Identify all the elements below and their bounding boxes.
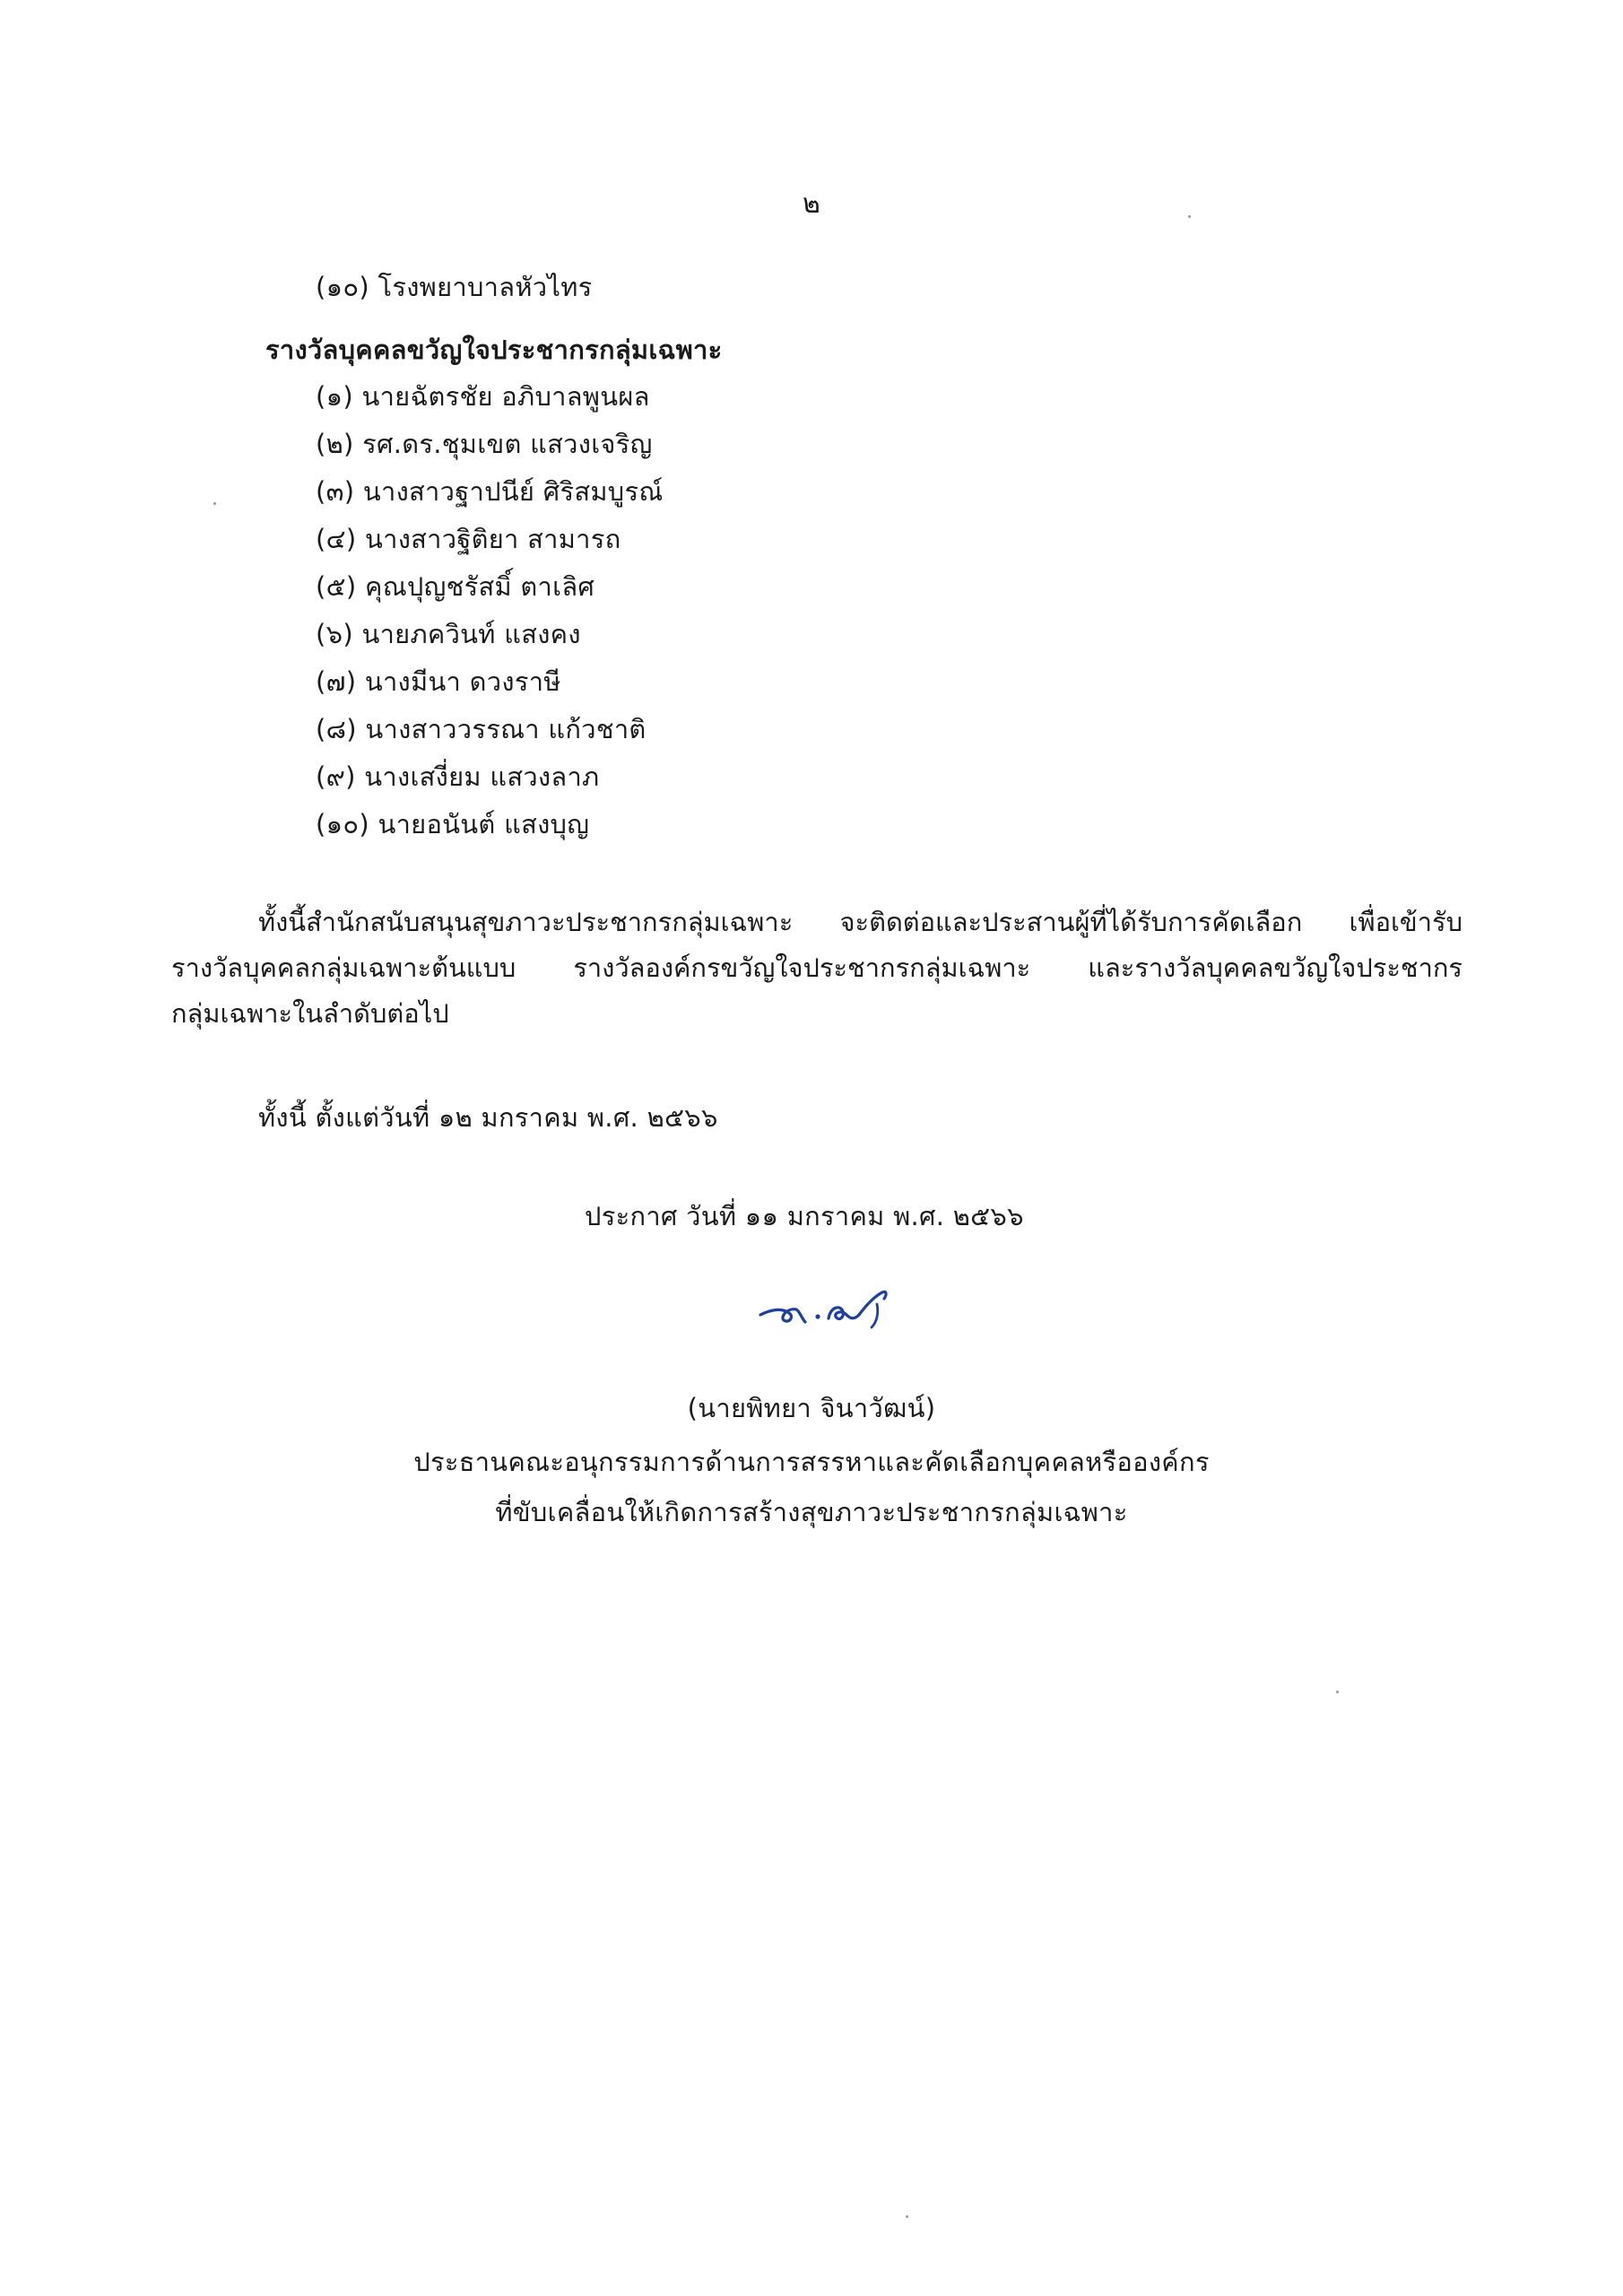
award-list-continuation-item: (๑๐) โรงพยาบาลหัวไทร	[316, 272, 593, 302]
recipient-item: (๑) นายฉัตรชัย อภิบาลพูนผล	[316, 381, 650, 412]
closing-paragraph-line: ทั้งนี้สำนักสนับสนุนสุขภาวะประชากรกลุ่มเฉพาะ จะติดต่อและประสานผู้ที่ได้รับการคัดเลือก เพื่อเข้ารับ	[258, 907, 1462, 937]
recipient-item: (๙) นางเสงี่ยม แสวงลาภ	[316, 761, 600, 792]
scan-speck	[906, 2215, 908, 2218]
recipient-item: (๘) นางสาววรรณา แก้วชาติ	[316, 714, 647, 744]
signer-name: (นายพิทยา จินาวัฒน์)	[687, 1393, 936, 1423]
handwritten-signature	[753, 1272, 950, 1344]
closing-paragraph-line: กลุ่มเฉพาะในลำดับต่อไป	[171, 998, 449, 1029]
recipient-item: (๓) นางสาวฐาปนีย์ ศิริสมบูรณ์	[316, 476, 664, 507]
recipient-item: (๕) คุณปุญชรัสมิ์ ตาเลิศ	[316, 571, 595, 602]
signer-title: ที่ขับเคลื่อนให้เกิดการสร้างสุขภาวะประชากรกลุ่มเฉพาะ	[495, 1497, 1128, 1527]
scan-speck	[1336, 1691, 1339, 1693]
scan-speck	[213, 502, 216, 505]
award-heading: รางวัลบุคคลขวัญใจประชากรกลุ่มเฉพาะ	[265, 335, 723, 365]
closing-paragraph-line: รางวัลบุคคลกลุ่มเฉพาะต้นแบบ รางวัลองค์กรขวัญใจประชากรกลุ่มเฉพาะ และรางวัลบุคคลขวัญใจประชากร	[171, 952, 1462, 983]
recipient-item: (๗) นางมีนา ดวงราษี	[316, 666, 561, 697]
closing-paragraph	[171, 900, 1462, 1037]
recipient-item: (๖) นายภควินท์ แสงคง	[316, 619, 581, 649]
effective-date: ทั้งนี้ ตั้งแต่วันที่ ๑๒ มกราคม พ.ศ. ๒๕๖๖	[258, 1102, 718, 1133]
page-number: ๒	[802, 188, 821, 220]
announcement-date: ประกาศ วันที่ ๑๑ มกราคม พ.ศ. ๒๕๖๖	[585, 1201, 1024, 1231]
recipient-item: (๑๐) นายอนันต์ แสงบุญ	[316, 809, 590, 839]
recipient-item: (๒) รศ.ดร.ชุมเขต แสวงเจริญ	[316, 429, 653, 459]
scan-speck	[1188, 215, 1191, 218]
signer-title: ประธานคณะอนุกรรมการด้านการสรรหาและคัดเลือกบุคคลหรือองค์กร	[413, 1447, 1210, 1477]
recipient-item: (๔) นางสาวฐิติยา สามารถ	[316, 524, 621, 554]
